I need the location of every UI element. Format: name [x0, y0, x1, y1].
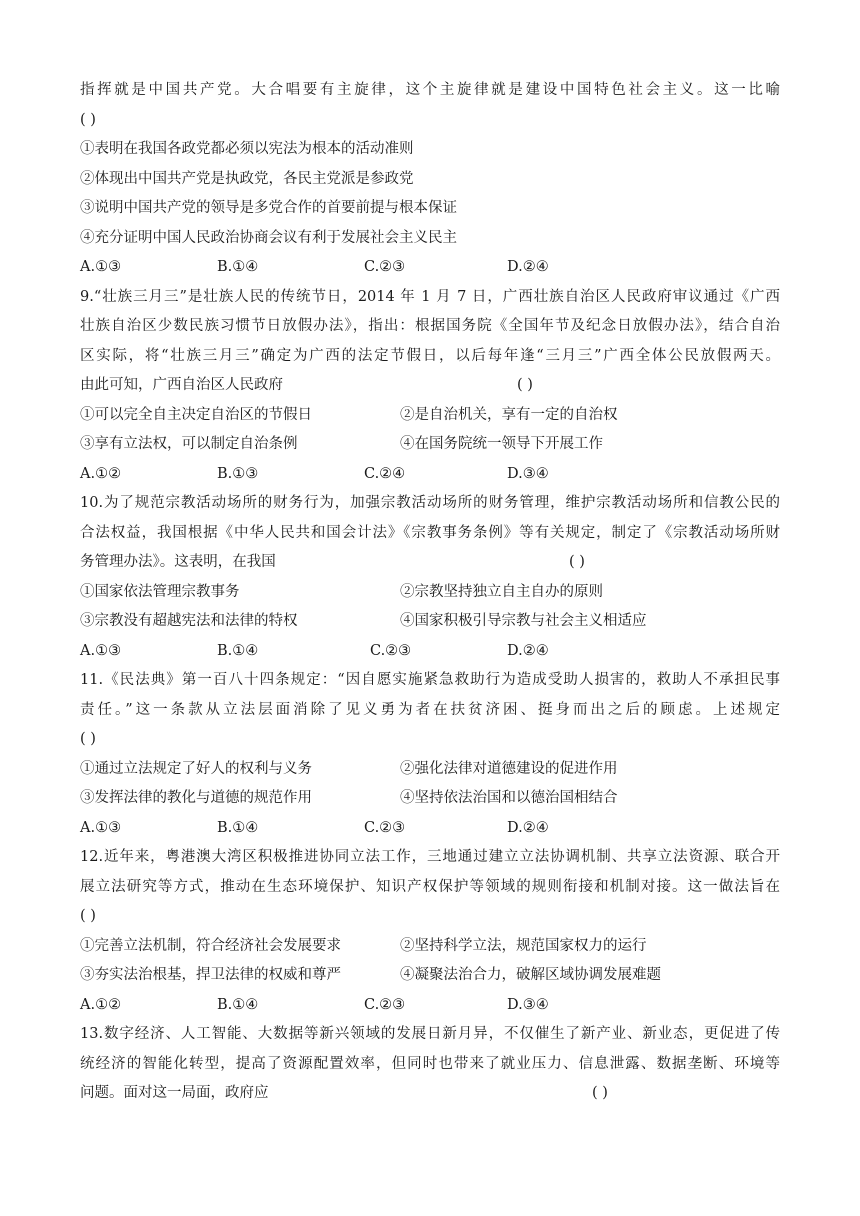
- q8-option-d: D.②④: [507, 259, 549, 275]
- q11-option-a: A.①③: [80, 819, 122, 836]
- q10-stem-line-2: 合法权益，我国根据《中华人民共和国会计法》《宗教事务条例》等有关规定，制定了《宗教活动场所财: [80, 524, 780, 541]
- q10-option-d: D.②④: [507, 642, 549, 659]
- q13-stem-text: 问题。面对这一局面，政府应: [80, 1085, 269, 1101]
- q9-options: [80, 460, 780, 490]
- q10-stem-line-1: 10.为了规范宗教活动场所的财务行为，加强宗教活动场所的财务管理，维护宗教活动场所和信教公民的: [80, 495, 780, 511]
- q12-option-d: D.③④: [507, 996, 549, 1013]
- q11-option-c: C.②③: [364, 819, 406, 836]
- q11-stem-line-2: 责任。”这一条款从立法层面消除了见义勇为者在扶贫济困、挺身而出之后的顾虑。上述规定: [80, 701, 780, 718]
- q9-stem-line-1: 9.“壮族三月三”是壮族人民的传统节日，2014 年 1 月 7 日，广西壮族自治区人民政府审议通过《广西: [80, 288, 780, 305]
- q12-statement-2: ②坚持科学立法，规范国家权力的运行: [400, 937, 647, 954]
- q8-statement-3: ③说明中国共产党的领导是多党合作的首要前提与根本保证: [80, 200, 457, 216]
- q9-answer-paren: ( ): [517, 377, 533, 393]
- q9-stem-text: 由此可知，广西自治区人民政府: [80, 377, 283, 393]
- q10-statements-row-2: [80, 607, 780, 637]
- q9-statement-4: ④在国务院统一领导下开展工作: [400, 436, 603, 452]
- q11-statements-row-1: [80, 755, 780, 785]
- q8-options: [80, 253, 780, 283]
- q12-statement-3: ③夯实法治根基，捍卫法律的权威和尊严: [80, 967, 341, 983]
- q10-option-c: C.②③: [370, 642, 412, 659]
- q12-statement-1: ①完善立法机制，符合经济社会发展要求: [80, 937, 341, 954]
- q10-statements-row-1: [80, 578, 780, 608]
- q12-option-c: C.②③: [364, 996, 406, 1013]
- q11-statements-row-2: [80, 784, 780, 814]
- q11-option-b: B.①④: [217, 819, 259, 836]
- q9-stem-line-2: 壮族自治区少数民族习惯节日放假办法》，指出：根据国务院《全国年节及纪念日放假办法》，结合自治: [80, 318, 780, 334]
- exam-page: [80, 76, 780, 1109]
- q13-stem-line-3: [80, 1079, 780, 1109]
- q9-option-d: D.③④: [507, 465, 549, 482]
- q12-stem-line-1: 12.近年来，粤港澳大湾区积极推进协同立法工作，三地通过建立立法协调机制、共享立法资源、联合开: [80, 849, 780, 865]
- q10-statement-4: ④国家积极引导宗教与社会主义相适应: [400, 613, 647, 629]
- q11-statement-3: ③发挥法律的教化与道德的规范作用: [80, 790, 312, 806]
- q9-statements-row-2: [80, 430, 780, 460]
- q8-answer-paren: ( ): [80, 111, 96, 128]
- q11-option-d: D.②④: [507, 819, 549, 836]
- q10-answer-paren: ( ): [569, 554, 585, 570]
- q10-stem-text: 务管理办法》。这表明，在我国: [80, 554, 276, 570]
- q12-answer-paren: ( ): [80, 908, 96, 924]
- q8-statement-4: ④充分证明中国人民政治协商会议有利于发展社会主义民主: [80, 229, 457, 246]
- q9-statement-2: ②是自治机关，享有一定的自治权: [400, 406, 618, 423]
- q9-stem-line-3: 区实际，将“壮族三月三”确定为广西的法定节假日，以后每年逢“三月三”广西全体公民放假两天。: [80, 347, 780, 364]
- q9-statements-row-1: [80, 401, 780, 431]
- q9-statement-1: ①可以完全自主决定自治区的节假日: [80, 406, 312, 423]
- q12-option-b: B.①④: [217, 996, 259, 1013]
- q13-stem-line-2: 统经济的智能化转型，提高了资源配置效率，但同时也带来了就业压力、信息泄露、数据垄断、环境等: [80, 1055, 780, 1072]
- q12-stem-line-2: 展立法研究等方式，推动在生态环境保护、知识产权保护等领域的规则衔接和机制对接。这一做法旨在: [80, 878, 780, 895]
- q8-statement-2: ②体现出中国共产党是执政党，各民主党派是参政党: [80, 170, 414, 187]
- q10-option-a: A.①③: [80, 642, 122, 659]
- q10-stem-line-3: [80, 548, 780, 578]
- q8-option-c: C.②③: [364, 259, 406, 275]
- q12-options: [80, 991, 780, 1021]
- q12-statements-row-2: [80, 961, 780, 991]
- q11-statement-2: ②强化法律对道德建设的促进作用: [400, 760, 618, 777]
- q10-statement-1: ①国家依法管理宗教事务: [80, 583, 240, 600]
- q13-stem-line-1: 13.数字经济、人工智能、大数据等新兴领域的发展日新月异，不仅催生了新产业、新业态，更促进了传: [80, 1026, 780, 1042]
- q8-option-a: A.①③: [80, 259, 122, 275]
- q10-statement-3: ③宗教没有超越宪法和法律的特权: [80, 613, 298, 629]
- q8-stem-line: 指挥就是中国共产党。大合唱要有主旋律，这个主旋律就是建设中国特色社会主义。这一比喻: [80, 82, 780, 98]
- q12-statement-4: ④凝聚法治合力，破解区域协调发展难题: [400, 967, 661, 983]
- q8-option-b: B.①④: [217, 259, 259, 275]
- q13-answer-paren: ( ): [592, 1085, 608, 1101]
- q10-option-b: B.①④: [217, 642, 259, 659]
- q9-stem-line-4: [80, 371, 780, 401]
- q9-option-b: B.①③: [217, 465, 259, 482]
- q11-statement-4: ④坚持依法治国和以德治国相结合: [400, 790, 618, 806]
- q12-option-a: A.①②: [80, 996, 122, 1013]
- q10-options: [80, 637, 780, 667]
- q9-statement-3: ③享有立法权，可以制定自治条例: [80, 436, 298, 452]
- q10-statement-2: ②宗教坚持独立自主自办的原则: [400, 583, 603, 600]
- q9-option-a: A.①②: [80, 465, 122, 482]
- q8-statement-1: ①表明在我国各政党都必须以宪法为根本的活动准则: [80, 141, 414, 157]
- q9-option-c: C.②④: [364, 465, 406, 482]
- q11-statement-1: ①通过立法规定了好人的权利与义务: [80, 760, 312, 777]
- q11-answer-paren: ( ): [80, 731, 96, 747]
- q11-options: [80, 814, 780, 844]
- q11-stem-line-1: 11.《民法典》第一百八十四条规定：“因自愿实施紧急救助行为造成受助人损害的，救助人不承担民事: [80, 672, 780, 688]
- q12-statements-row-1: [80, 932, 780, 962]
